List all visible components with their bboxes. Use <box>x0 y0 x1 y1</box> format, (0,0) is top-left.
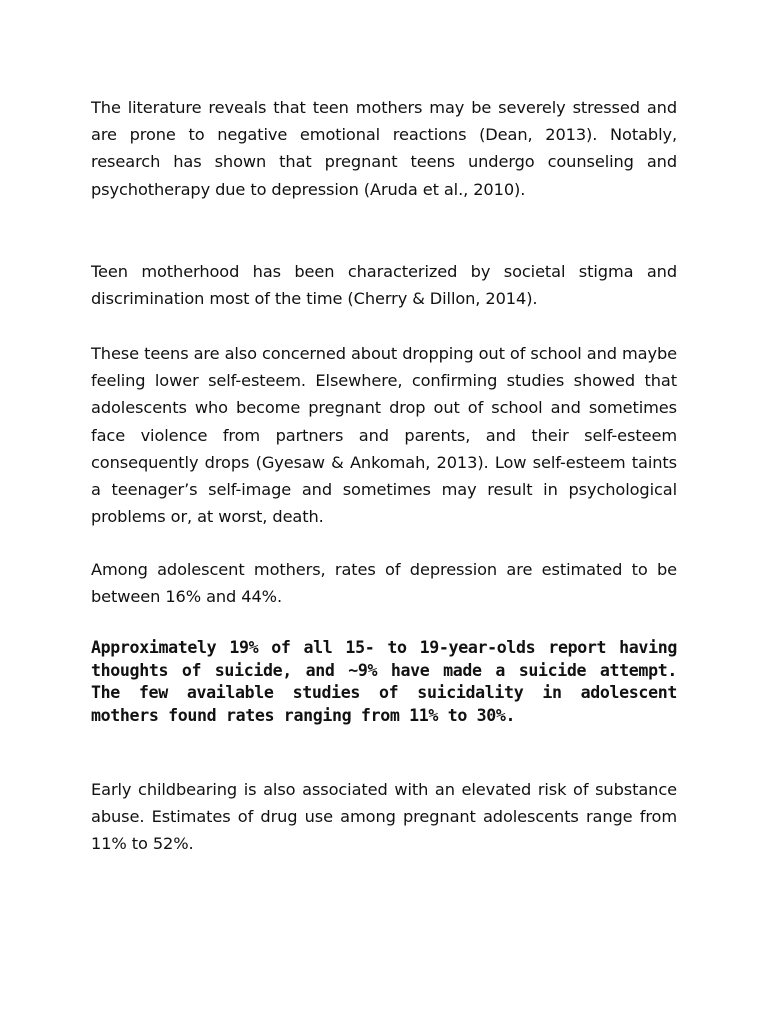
paragraph-teen-mothers-stress: The literature reveals that teen mothers may be severely stressed and are prone to negative emotional reactions (Dean, 2013). Notably, research has shown that pregnant teens undergo counseling and psychotherapy due to depression (Aruda et al., 2010). <box>91 98 677 199</box>
paragraph-self-esteem: These teens are also concerned about dropping out of school and maybe feeling lower self-esteem. Elsewhere, confirming studies showed that adolescents who become pregnant drop out of school and sometimes face violence from partners and parents, and their self-esteem consequently drops (Gyesaw & Ankomah, 2013). Low self-esteem taints a teenager’s self-image and sometimes may result in psychological problems or, at worst, death. <box>91 344 677 527</box>
paragraph-suicidality: Approximately 19% of all 15- to 19-year-olds report having thoughts of suicide, and ~9% have made a suicide attempt. The few available studies of suicidality in adolescent mothers found rates ranging from 11% to 30%. <box>91 638 677 725</box>
paragraph-depression-rates: Among adolescent mothers, rates of depression are estimated to be between 16% and 44%. <box>91 560 677 607</box>
paragraph-societal-stigma: Teen motherhood has been characterized by societal stigma and discrimination most of the time (Cherry & Dillon, 2014). <box>91 262 677 309</box>
paragraph-substance-abuse: Early childbearing is also associated with an elevated risk of substance abuse. Estimates of drug use among pregnant adolescents range from 11% to 52%. <box>91 780 677 854</box>
